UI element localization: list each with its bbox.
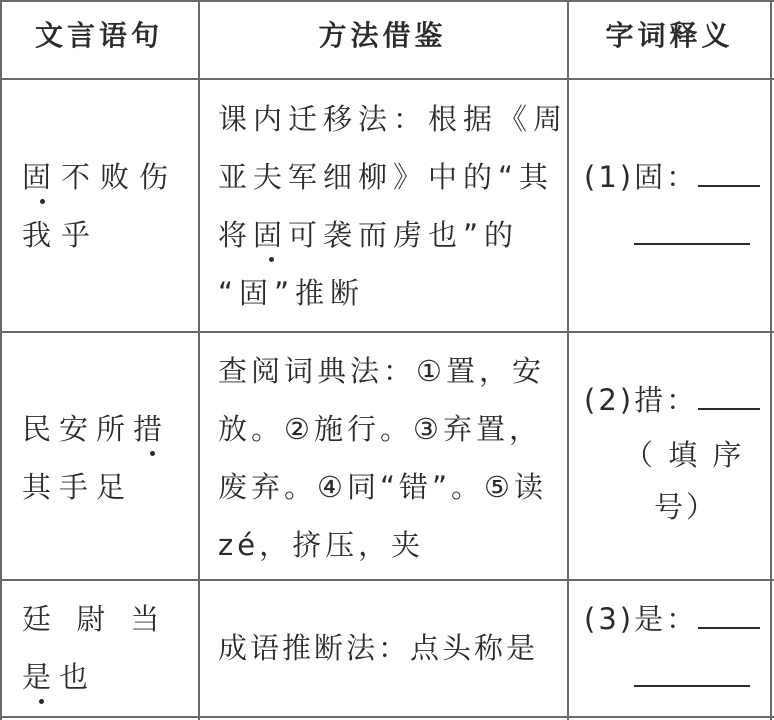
method-line [218, 206, 568, 264]
method-text: 将 [218, 218, 254, 252]
emphasis-char: 是 [22, 648, 59, 706]
row3-method [218, 619, 538, 677]
method-line: 废弃。④同“错”。⑤读 [218, 470, 548, 504]
answer-blank[interactable] [698, 382, 760, 410]
method-line: 成语推断法：点头称是 [218, 631, 539, 665]
emphasis-char: 固 [253, 206, 288, 264]
row2-sentence [22, 400, 170, 516]
header-sentence: 文言语句 [34, 19, 163, 52]
column-divider-1 [198, 0, 200, 720]
row1-answer [584, 148, 760, 264]
row3-sentence [22, 590, 167, 706]
row1-method [218, 90, 568, 322]
sentence-text: 廷 尉 当 [22, 602, 168, 636]
answer-label: (2)措： [584, 383, 699, 417]
method-line: zé，挤压，夹 [218, 528, 425, 562]
answer-note: 号） [654, 490, 719, 524]
row1-sentence [22, 148, 178, 264]
sentence-text: 不败伤 [61, 160, 179, 194]
method-line: 亚夫军细柳》中的“其 [218, 160, 555, 194]
sentence-line2: 其手足 [22, 470, 134, 504]
emphasis-char: 固 [22, 148, 61, 206]
method-line: 查阅词典法：①置，安 [218, 354, 545, 388]
header-meaning: 字词释义 [605, 19, 734, 52]
answer-blank[interactable] [634, 217, 750, 245]
answer-label: (1)固： [584, 160, 699, 194]
answer-blank[interactable] [698, 601, 760, 629]
table-border-bottom [0, 716, 774, 718]
method-line: 课内迁移法：根据《周 [218, 102, 569, 136]
table-border-top [0, 0, 774, 2]
emphasis-char: 措 [133, 400, 170, 458]
method-line: 放。②施行。③弃置， [218, 412, 542, 446]
row2-method [218, 342, 547, 574]
sentence-text: 民安所 [22, 412, 134, 446]
row2-answer [584, 371, 760, 533]
row-divider-2 [0, 579, 774, 581]
answer-note: （ 填 序 [624, 438, 745, 472]
table-border-right [770, 0, 772, 720]
sentence-text: 也 [59, 660, 97, 694]
table-border-left [0, 0, 2, 720]
header-divider [0, 78, 774, 80]
row-divider-1 [0, 331, 774, 333]
method-line: “固”推断 [218, 276, 366, 310]
method-text: 可袭而虏也”的 [288, 218, 520, 252]
sentence-line2: 我乎 [22, 218, 101, 252]
answer-label: (3)是： [584, 602, 699, 636]
row3-answer [584, 590, 760, 706]
header-method: 方法借鉴 [318, 19, 447, 52]
answer-blank[interactable] [634, 659, 750, 687]
answer-blank[interactable] [698, 159, 760, 187]
